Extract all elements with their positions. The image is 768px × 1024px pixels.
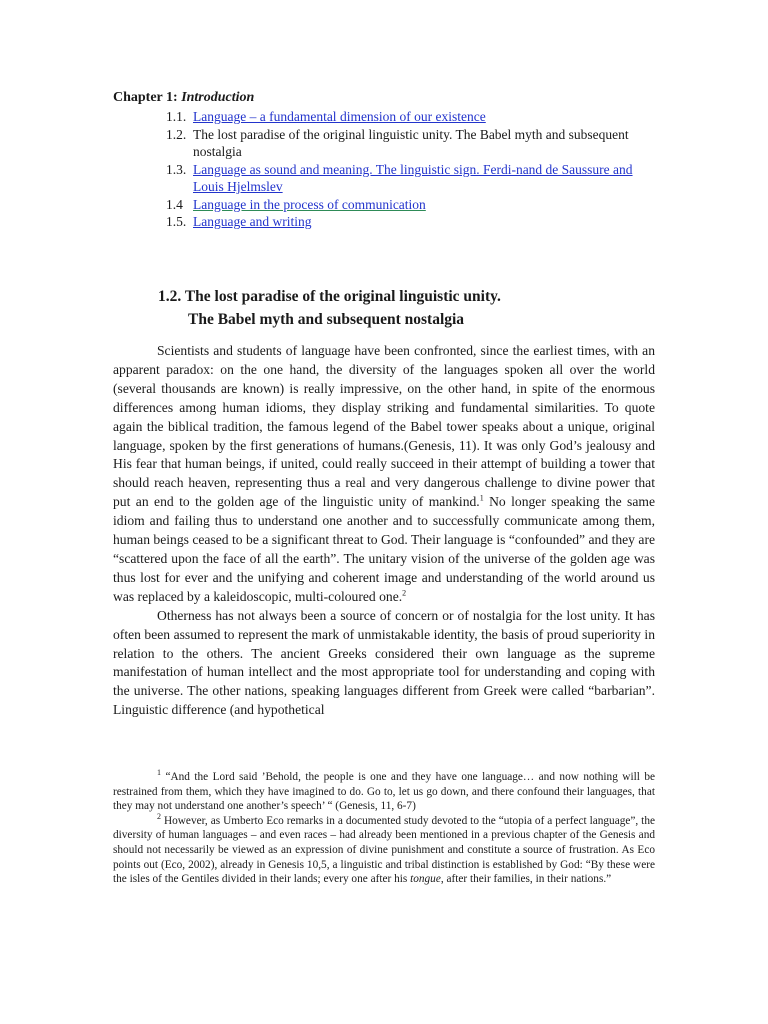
footnote-2-text-b: , after their families, in their nations.” <box>440 873 612 886</box>
toc-number: 1.4 <box>166 196 183 212</box>
footnotes <box>113 770 655 887</box>
paragraph-1-part-a: Scientists and students of language have been confronted, since the earliest times, with an apparent paradox: on the one hand, the diversity of the languages spoken all over the world (several thousands are known) is really impressive, on the other hand, in spite of the enormous differences among human idioms, they display striking and fundamental similarities. To quote again the biblical tradition, the famous legend of the Babel tower speaks about a unique, original language, spoken by the first generations of humans.(Genesis, 11). It was only God’s jealousy and His fear that human beings, if united, could really succeed in their attempt of building a tower that should reach heaven, representing thus a real and very dangerous challenge to divine power that put an end to the golden age of the linguistic unity of mankind. <box>113 343 655 510</box>
chapter-label: Chapter 1: <box>113 90 178 105</box>
footnote-2-mark: 2 <box>157 812 161 822</box>
toc-number: 1.5. <box>166 214 187 229</box>
chapter-title: Introduction <box>181 90 255 105</box>
toc-item-1-5 <box>166 213 636 231</box>
toc-link-sound-and-meaning[interactable]: Language as sound and meaning. The linguistic sign. Ferdi-nand de Saussure and Louis Hjelmslev <box>193 161 633 194</box>
toc-item-1-1 <box>166 108 636 126</box>
footnote-ref-2[interactable]: 2 <box>402 588 407 598</box>
toc-link-communication[interactable]: Language in the process of communication <box>193 196 426 212</box>
toc-item-1-2 <box>166 126 636 161</box>
footnote-2-italic: tongue <box>410 873 441 886</box>
toc-number: 1.3. <box>166 161 187 177</box>
section-title <box>158 285 501 331</box>
section-title-line-1: 1.2. The lost paradise of the original linguistic unity. <box>158 288 501 305</box>
footnote-1 <box>113 770 655 814</box>
toc-number: 1.1. <box>166 109 187 124</box>
toc-link-language-fundamental[interactable]: Language – a fundamental dimension of our existence <box>193 109 486 124</box>
footnote-2 <box>113 814 655 887</box>
section-title-line-2: The Babel myth and subsequent nostalgia <box>188 311 465 328</box>
toc-number: 1.2. <box>166 126 187 142</box>
body-text <box>113 342 655 720</box>
paragraph-2: Otherness has not always been a source of concern or of nostalgia for the lost unity. It has often been assumed to represent the mark of unmistakable identity, the basis of proud superiority in relation to the others. The ancient Greeks considered their own language as the supreme manifestation of human intellect and the most appropriate tool for understanding and coping with the universe. The other nations, speaking languages different from Greek were called “barbarian”. Linguistic difference (and hypothetical <box>113 607 655 718</box>
chapter-heading <box>113 90 254 106</box>
paragraph-1-part-b: No longer speaking the same idiom and failing thus to understand one another and to successfully communicate among them, human beings ceased to be a significant threat to God. Their language is “confounded” and they are “scattered upon the face of all the earth”. The unitary vision of the universe of the golden age was thus lost for ever and the unifying and coherent image and understanding of the world around us was replaced by a kaleidoscopic, multi-coloured one. <box>113 494 655 604</box>
toc-link-language-and-writing[interactable]: Language and writing <box>193 214 312 229</box>
toc-item-1-3 <box>166 161 636 196</box>
footnote-1-text: “And the Lord said ’Behold, the people is one and they have one language… and now nothing will be restrained from them, which they have imagined to do. Go to, let us go down, and there confound their languages, that they may not understand one another’s speech’ “ (Genesis, 11, 6-7) <box>113 771 655 813</box>
table-of-contents <box>166 108 636 231</box>
footnote-2-text-a: However, as Umberto Eco remarks in a documented study devoted to the “utopia of a perfect language”, the diversity of human languages – and even races – had already been mentioned in a previous chapter of the Genesis and should not necessarily be viewed as an expression of divine punishment and constitute a source of frustration. As Eco points out (Eco, 2002), already in Genesis 10,5, a linguistic and tribal distinction is established by God: “By these were the isles of the Gentiles divided in their lands; every one after his <box>113 814 655 886</box>
footnote-ref-1[interactable]: 1 <box>479 493 484 503</box>
paragraph-1 <box>113 342 655 607</box>
toc-item-1-4 <box>166 196 636 214</box>
footnote-1-mark: 1 <box>157 768 161 778</box>
toc-text-lost-paradise: The lost paradise of the original linguistic unity. The Babel myth and subsequent nostalgia <box>193 126 629 159</box>
